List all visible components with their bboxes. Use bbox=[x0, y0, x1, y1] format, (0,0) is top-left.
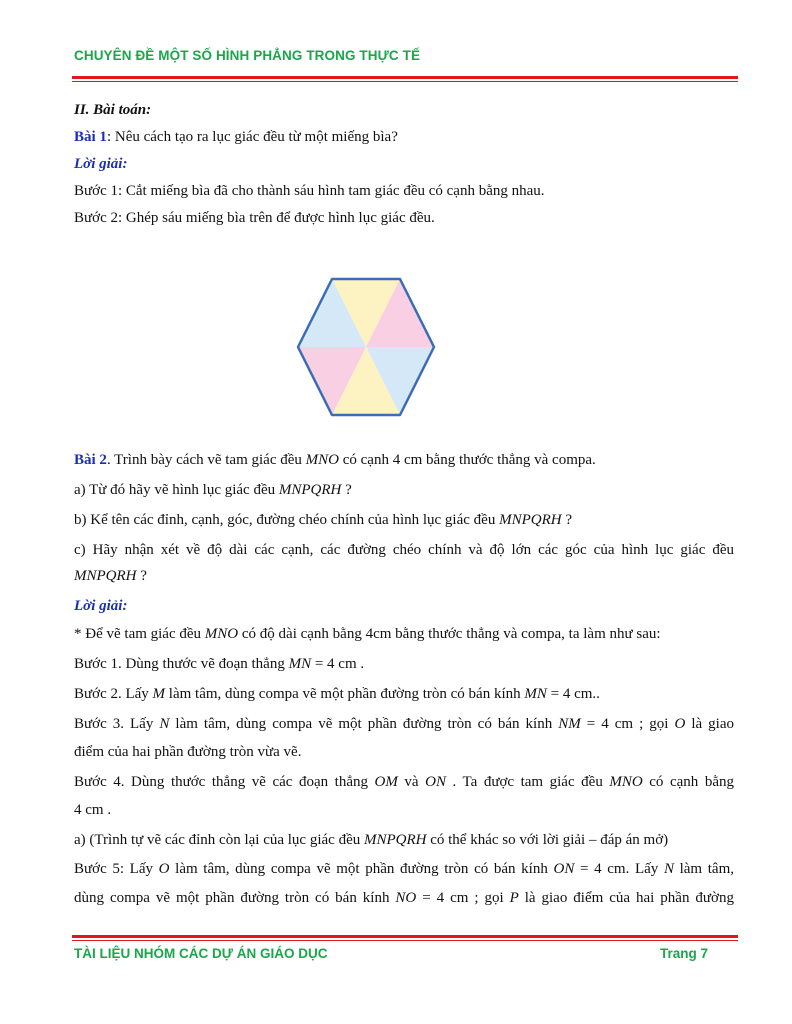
bai2-step4 bbox=[74, 772, 734, 792]
bai1-step2: Bước 2: Ghép sáu miếng bìa trên để được hình lục giác đều. bbox=[74, 210, 435, 226]
text: ? bbox=[341, 482, 352, 498]
bai1-question bbox=[74, 127, 734, 147]
bai2-step2 bbox=[74, 684, 734, 704]
text: làm tâm, dùng compa vẽ một phần đường tròn có bán kính bbox=[165, 686, 525, 702]
bai2-question-b bbox=[74, 510, 734, 530]
math-var: OM bbox=[374, 774, 398, 790]
text: b) Kể tên các đỉnh, cạnh, góc, đường chéo chính của hình lục giác đều bbox=[74, 512, 500, 528]
math-var: P bbox=[509, 890, 519, 906]
text: = 4 cm.. bbox=[546, 686, 600, 702]
math-var: MNPQRH bbox=[278, 482, 342, 498]
text: . Ta được tam giác đều bbox=[445, 774, 610, 790]
text: ? bbox=[561, 512, 572, 528]
bai2-label: Bài 2 bbox=[74, 452, 107, 468]
text: có cạnh 4 cm bằng thước thẳng và compa. bbox=[338, 452, 596, 468]
text: có độ dài cạnh bằng 4cm bằng thước thẳng và compa, ta làm như sau: bbox=[238, 626, 661, 642]
bai1-label: Bài 1 bbox=[74, 129, 107, 145]
text: . Trình bày cách vẽ tam giác đều bbox=[106, 452, 306, 468]
bai1-solution-label: Lời giải: bbox=[74, 156, 128, 172]
bai2-step3 bbox=[74, 714, 734, 734]
math-var: ON bbox=[553, 861, 575, 877]
text: a) Từ đó hãy vẽ hình lục giác đều bbox=[74, 482, 279, 498]
text: Bước 2. Lấy bbox=[74, 686, 153, 702]
bai1-step1: Bước 1: Cắt miếng bìa đã cho thành sáu hình tam giác đều có cạnh bằng nhau. bbox=[74, 183, 545, 199]
text: làm tâm, dùng compa vẽ một phần đường tròn có bán kính bbox=[169, 716, 559, 732]
math-var: NM bbox=[558, 716, 581, 732]
bai2-step5-cont bbox=[74, 888, 734, 908]
math-var: MNO bbox=[609, 774, 643, 790]
bai2-answer-a-note bbox=[74, 830, 734, 850]
text: a) (Trình tự vẽ các đỉnh còn lại của lục giác đều bbox=[74, 832, 364, 848]
text: là giao bbox=[685, 716, 735, 732]
bai2-step4-cont: 4 cm . bbox=[74, 802, 112, 818]
text: = 4 cm. Lấy bbox=[574, 861, 664, 877]
text: Bước 3. Lấy bbox=[74, 716, 160, 732]
bai2-question-a bbox=[74, 480, 734, 500]
bai2-solution-label: Lời giải: bbox=[74, 598, 128, 614]
math-var: ON bbox=[425, 774, 446, 790]
text: làm tâm, bbox=[673, 861, 734, 877]
bai2-question-c: c) Hãy nhận xét về độ dài các cạnh, các đường chéo chính và độ lớn các góc của hình lục giác đều bbox=[74, 542, 734, 558]
math-var: N bbox=[663, 861, 674, 877]
text: dùng compa vẽ một phần đường tròn có bán kính bbox=[74, 890, 396, 906]
section-title: II. Bài toán: bbox=[74, 102, 152, 118]
text: và bbox=[397, 774, 426, 790]
text: Bước 5: Lấy bbox=[74, 861, 159, 877]
math-var: MN bbox=[524, 686, 547, 702]
bai2-question bbox=[74, 450, 734, 470]
math-var: MNO bbox=[204, 626, 239, 642]
text: có thể khác so với lời giải – đáp án mở) bbox=[426, 832, 669, 848]
math-var: MNPQRH bbox=[74, 568, 137, 584]
hexagon-figure bbox=[295, 276, 437, 418]
text: có cạnh bằng bbox=[642, 774, 734, 790]
header-title: CHUYÊN ĐỀ MỘT SỐ HÌNH PHẲNG TRONG THỰC TẾ bbox=[74, 48, 421, 63]
math-var: MN bbox=[288, 656, 312, 672]
math-var: NO bbox=[395, 890, 417, 906]
text: Bước 1. Dùng thước vẽ đoạn thẳng bbox=[74, 656, 289, 672]
footer-rule-thick bbox=[72, 935, 738, 938]
text: = 4 cm ; gọi bbox=[416, 890, 510, 906]
header-rule-thin bbox=[72, 81, 738, 82]
text: ? bbox=[136, 568, 147, 584]
text: Bước 4. Dùng thước thẳng vẽ các đoạn thẳng bbox=[74, 774, 375, 790]
bai2-question-c-cont bbox=[74, 566, 734, 586]
math-var: MNPQRH bbox=[363, 832, 427, 848]
math-var: O bbox=[674, 716, 686, 732]
math-var: MNO bbox=[305, 452, 339, 468]
text: = 4 cm ; gọi bbox=[580, 716, 675, 732]
bai2-step3-cont: điểm của hai phần đường tròn vừa vẽ. bbox=[74, 744, 302, 760]
text: * Để vẽ tam giác đều bbox=[74, 626, 205, 642]
footer-title: TÀI LIỆU NHÓM CÁC DỰ ÁN GIÁO DỤC bbox=[74, 946, 328, 961]
math-var: N bbox=[159, 716, 170, 732]
page-number: Trang 7 bbox=[660, 946, 709, 961]
text: làm tâm, dùng compa vẽ một phần đường tròn có bán kính bbox=[169, 861, 554, 877]
bai2-intro bbox=[74, 624, 734, 644]
math-var: M bbox=[152, 686, 166, 702]
bai2-step1 bbox=[74, 654, 734, 674]
footer-rule-thin bbox=[72, 940, 738, 941]
bai2-step5 bbox=[74, 859, 734, 879]
math-var: O bbox=[158, 861, 170, 877]
bai1-question-text: : Nêu cách tạo ra lục giác đều từ một miếng bìa? bbox=[106, 129, 398, 145]
text: là giao điểm của hai phần đường bbox=[518, 890, 734, 906]
text: = 4 cm . bbox=[311, 656, 365, 672]
header-rule-thick bbox=[72, 76, 738, 79]
math-var: MNPQRH bbox=[499, 512, 562, 528]
